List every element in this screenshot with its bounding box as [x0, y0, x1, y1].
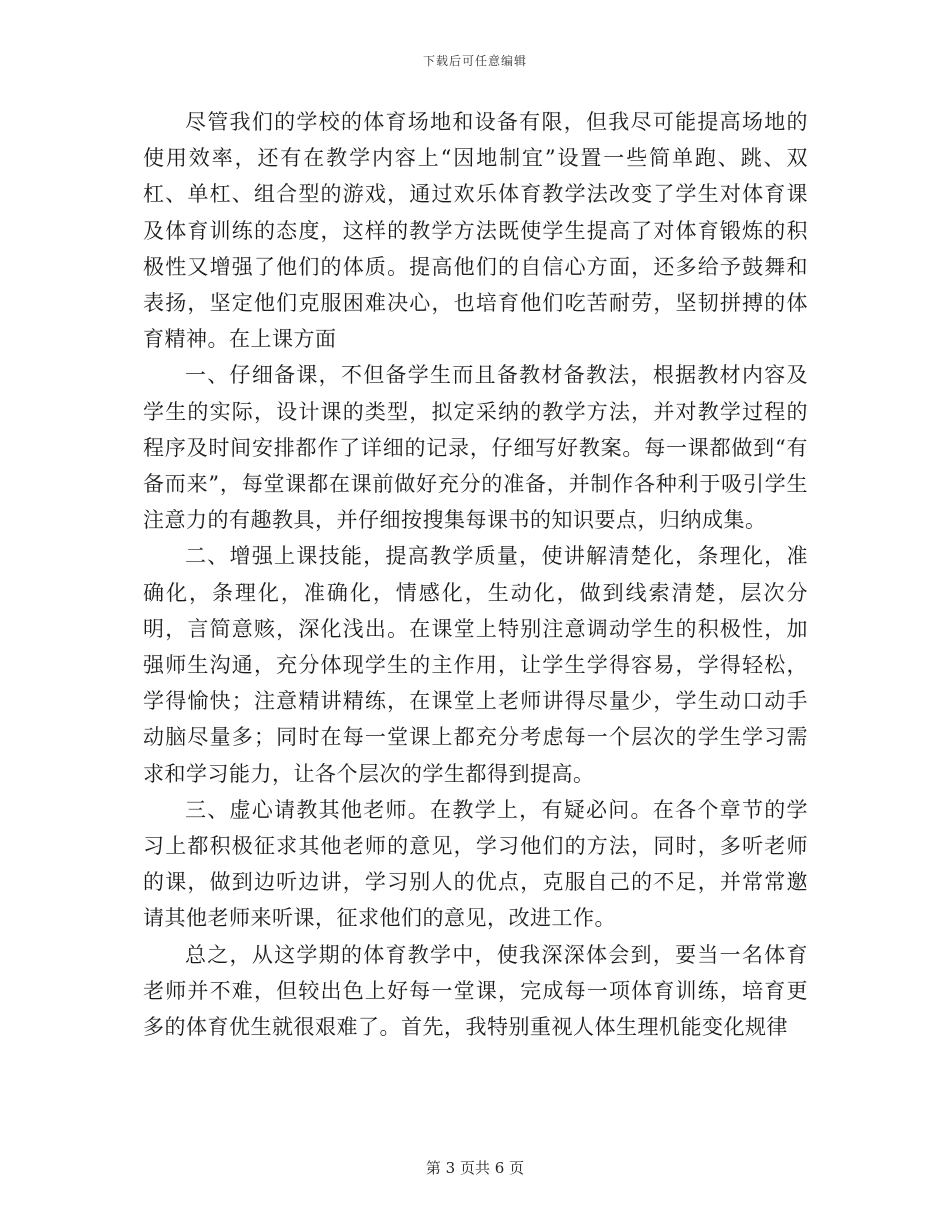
- paragraph: 总之，从这学期的体育教学中，使我深深体会到，要当一名体育老师并不难，但较出色上好每一堂课，完成每一项体育训练，培育更多的体育优生就很艰难了。首先，我特别重视人体生理机能变化规律: [143, 942, 808, 1040]
- document-body: [143, 104, 808, 1045]
- paragraph: 三、虚心请教其他老师。在教学上，有疑必问。在各个章节的学习上都积极征求其他老师的意见，学习他们的方法，同时，多听老师的课，做到边听边讲，学习别人的优点，克服自己的不足，并常常邀请其他老师来听课，征求他们的意见，改进工作。: [143, 797, 808, 931]
- paragraph: 二、增强上课技能，提高教学质量，使讲解清楚化，条理化，准确化，条理化，准确化，情感化，生动化，做到线索清楚，层次分明，言简意赅，深化浅出。在课堂上特别注意调动学生的积极性，加强师生沟通，充分体现学生的主作用，让学生学得容易，学得轻松，学得愉快；注意精讲精练，在课堂上老师讲得尽量少，学生动口动手动脑尽量多；同时在每一堂课上都充分考虑每一个层次的学生学习需求和学习能力，让各个层次的学生都得到提高。: [143, 544, 808, 786]
- paragraph: 尽管我们的学校的体育场地和设备有限，但我尽可能提高场地的使用效率，还有在教学内容上“因地制宜”设置一些简单跑、跳、双杠、单杠、组合型的游戏，通过欢乐体育教学法改变了学生对体育课及体育训练的态度，这样的教学方法既使学生提高了对体育锻炼的积极性又增强了他们的体质。提高他们的自信心方面，还多给予鼓舞和表扬，坚定他们克服困难决心，也培育他们吃苦耐劳，坚韧拼搏的体育精神。在上课方面: [143, 110, 808, 352]
- paragraph: 一、仔细备课，不但备学生而且备教材备教法，根据教材内容及学生的实际，设计课的类型，拟定采纳的教学方法，并对教学过程的程序及时间安排都作了详细的记录，仔细写好教案。每一课都做到“有备而来”，每堂课都在课前做好充分的准备，并制作各种利于吸引学生注意力的有趣教具，并仔细按搜集每课书的知识要点，归纳成集。: [143, 363, 808, 533]
- page-header: 下载后可任意编辑: [422, 54, 527, 68]
- page-number: 第 3 页共 6 页: [425, 1159, 525, 1177]
